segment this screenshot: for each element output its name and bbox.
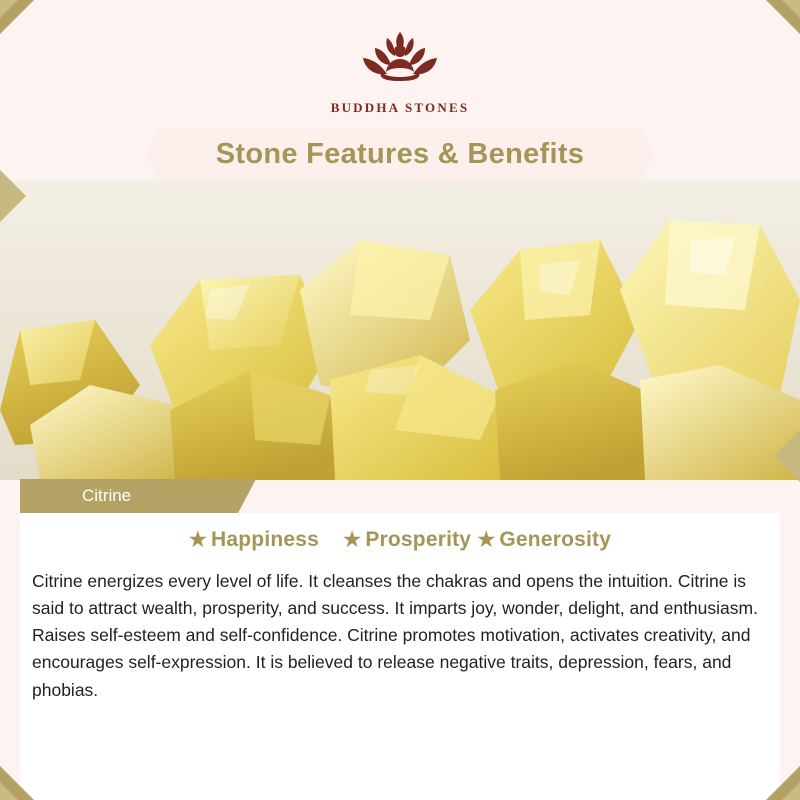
edge-decor-left <box>0 170 26 222</box>
stone-description: Citrine energizes every level of life. It cleanses the chakras and opens the intuition. Citrine is said to attract wealth, prosperity, and success. It imparts joy, wonder, delight, and enthusiasm. Raises self-esteem and self-confidence. Citrine promotes motivation, activates creativity, and encourages self-expression. It is believed to release negative traits, depression, fears, and phobias. <box>32 571 758 700</box>
brand-name: BUDDHA STONES <box>330 100 470 115</box>
stone-name: Citrine <box>82 486 132 505</box>
benefit-label-2: Prosperity <box>365 528 472 551</box>
title-banner <box>0 128 800 180</box>
corner-decor-bottom-left-inner <box>0 782 18 800</box>
stone-name-ribbon <box>0 479 800 513</box>
star-icon: ★ <box>188 529 208 551</box>
lotus-meditation-icon <box>325 18 475 96</box>
edge-decor-right <box>774 430 800 482</box>
page-title: Stone Features & Benefits <box>215 138 585 170</box>
brand-logo <box>0 0 800 116</box>
benefit-label-3: Generosity <box>499 528 612 551</box>
corner-decor-top-left-inner <box>0 0 18 18</box>
corner-decor-bottom-right-inner <box>782 782 800 800</box>
benefit-item-3 <box>477 527 611 552</box>
corner-decor-top-right-inner <box>782 0 800 18</box>
benefit-item-1 <box>189 527 319 552</box>
benefit-item-2 <box>343 527 471 552</box>
benefits-list <box>20 527 780 552</box>
stone-name-ribbon-tail <box>238 479 256 513</box>
star-icon: ★ <box>343 529 362 551</box>
citrine-photo <box>0 180 800 480</box>
citrine-photo-illustration <box>0 180 800 480</box>
star-icon: ★ <box>477 529 496 551</box>
content-panel <box>20 513 780 800</box>
benefit-label-1: Happiness <box>211 528 320 551</box>
